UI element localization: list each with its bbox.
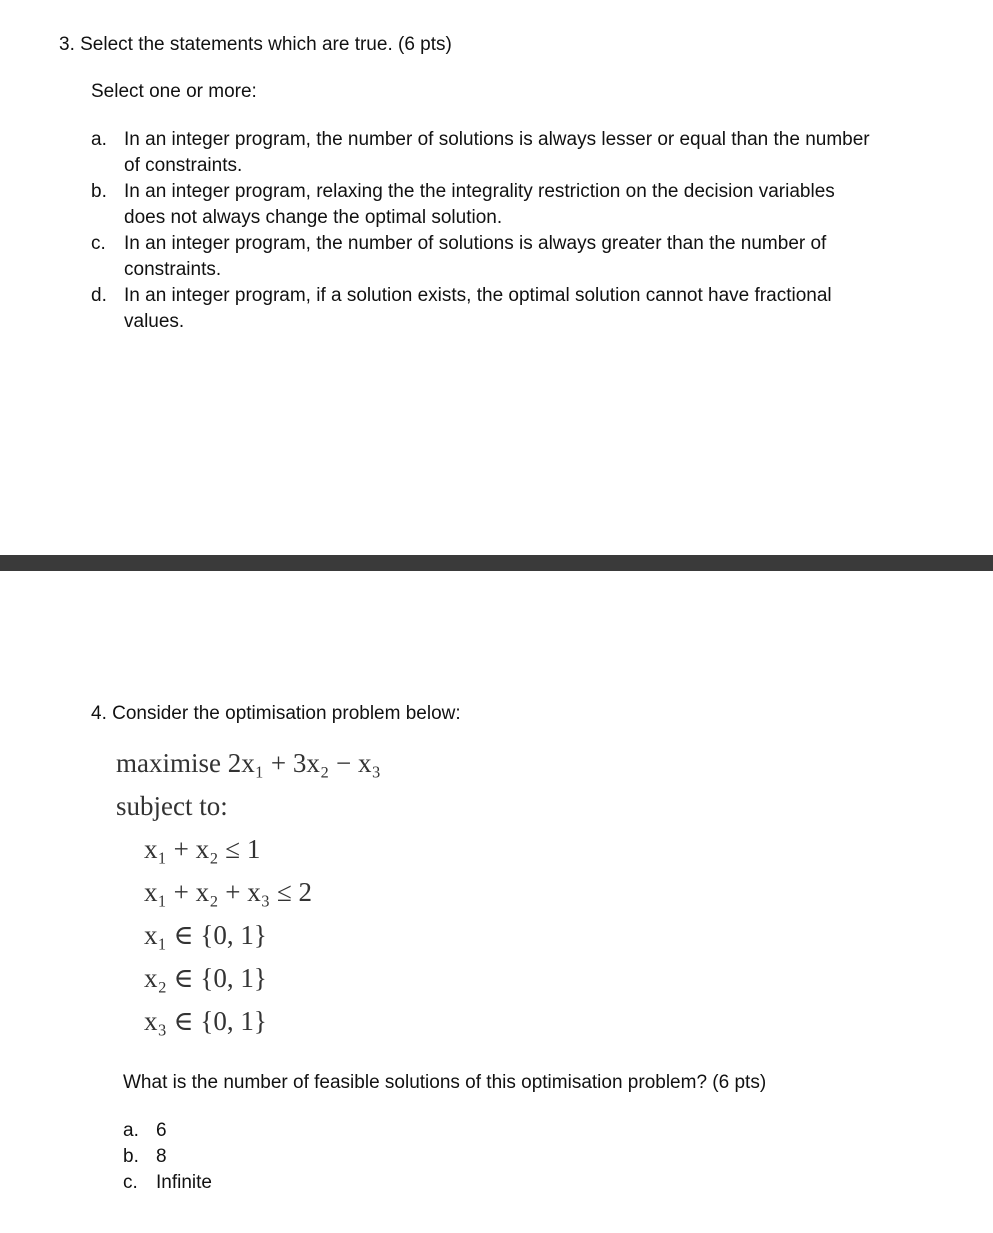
option-text: In an integer program, the number of solutions is always lesser or equal than the number of constraints. (124, 129, 870, 176)
constraint-5: x₃ ∈ {0, 1} (144, 1006, 267, 1036)
option-text: In an integer program, the number of solutions is always greater than the number of constraints. (124, 233, 827, 280)
option-text: In an integer program, if a solution exists, the optimal solution cannot have fractional values. (124, 285, 832, 332)
option-letter: c. (91, 233, 106, 254)
option-letter: d. (91, 285, 107, 306)
subject-to-label: subject to: (116, 791, 228, 821)
q3-option-c[interactable] (91, 231, 871, 283)
q3-option-b[interactable] (91, 179, 871, 231)
q3-option-d[interactable] (91, 283, 871, 335)
question-3-options (91, 127, 871, 335)
question-3-prompt: Select one or more: (91, 81, 257, 102)
q4-option-a[interactable] (123, 1118, 212, 1144)
q3-option-a[interactable] (91, 127, 871, 179)
option-letter: b. (123, 1146, 139, 1167)
objective-function: maximise 2x₁ + 3x₂ − x₃ (116, 748, 381, 778)
option-letter: a. (91, 129, 107, 150)
q4-option-b[interactable] (123, 1144, 212, 1170)
question-4-question: What is the number of feasible solutions of this optimisation problem? (6 pts) (123, 1072, 767, 1093)
option-text: In an integer program, relaxing the the integrality restriction on the decision variables does not always change the optimal solution. (124, 181, 835, 228)
question-3-title: 3. Select the statements which are true. (6 pts) (59, 34, 452, 55)
constraint-2: x₁ + x₂ + x₃ ≤ 2 (144, 877, 313, 907)
option-letter: a. (123, 1120, 139, 1141)
constraint-3: x₁ ∈ {0, 1} (144, 920, 267, 950)
constraint-4: x₂ ∈ {0, 1} (144, 963, 267, 993)
option-letter: c. (123, 1172, 138, 1193)
constraint-1: x₁ + x₂ ≤ 1 (144, 834, 261, 864)
option-text: 6 (156, 1120, 167, 1141)
section-divider (0, 555, 993, 571)
q4-option-c[interactable] (123, 1170, 212, 1196)
option-text: Infinite (156, 1172, 212, 1193)
question-4-options (123, 1118, 212, 1196)
option-letter: b. (91, 181, 107, 202)
question-4-title: 4. Consider the optimisation problem below: (91, 703, 461, 724)
option-text: 8 (156, 1146, 167, 1167)
